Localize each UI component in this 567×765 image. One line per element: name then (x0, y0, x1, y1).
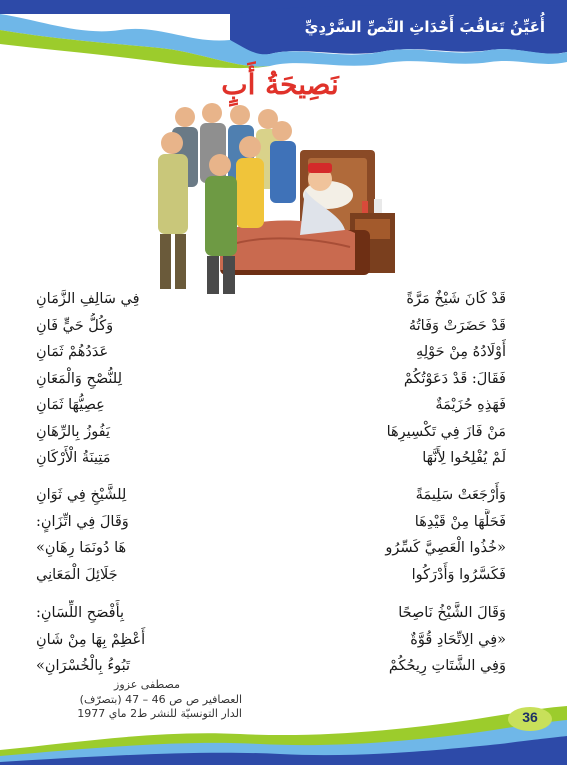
verse-line (36, 653, 506, 680)
verse-second-hemistich: مَتِينَةُ الْأَرْكَانِ (36, 450, 111, 466)
verse-line (36, 562, 506, 589)
verse-line (36, 509, 506, 536)
father-and-sons-illustration (150, 95, 400, 295)
verse-second-hemistich: وَكُلُّ حَيٍّ فَانِ (36, 317, 114, 334)
verse-second-hemistich: وَقَالَ فِي اتِّزَانٍ: (36, 513, 129, 530)
verse-line (36, 419, 506, 446)
lesson-title: أُعَيِّنُ تَعَاقُبَ أَحْدَاثِ النَّصِّ السَّرْدِيِّ (304, 18, 545, 36)
verse-first-hemistich: وَقَالَ الشَّيْخُ نَاصِحًا (398, 605, 506, 621)
source-author: مصطفى عزوز (114, 678, 180, 691)
verse-line (36, 366, 506, 393)
verse-line (36, 535, 506, 562)
verse-first-hemistich: لَمْ يُفْلِحُوا لِأَنَّهَا (422, 450, 506, 466)
verse-line (36, 392, 506, 419)
verse-first-hemistich: «خُذُوا الْعَصِيَّ كَسِّرُو (385, 540, 506, 556)
poem-stanza-3 (36, 600, 506, 680)
verse-first-hemistich: قَدْ حَضَرَتْ وَفَاتُهُ (408, 317, 506, 334)
verse-second-hemistich: تَبُوءُ بِالْخُسْرَانِ» (36, 658, 131, 674)
verse-second-hemistich: بِأَفْصَحِ اللِّسَانِ: (36, 605, 125, 621)
verse-line (36, 445, 506, 472)
verse-second-hemistich: عِصِيُّهَا ثَمَانِ (36, 397, 105, 413)
verse-second-hemistich: هَا دُونَمَا رِهَانِ» (36, 540, 127, 556)
verse-second-hemistich: عَدَدُهُمْ ثَمَانِ (36, 344, 109, 360)
footer-banner (0, 690, 567, 765)
poem-title: نَصِيحَةُ أَبٍ (221, 68, 339, 101)
verse-second-hemistich: فِي سَالِفِ الزَّمَانِ (36, 291, 140, 307)
verse-second-hemistich: لِلشَّيْخِ فِي ثَوَانِ (36, 487, 127, 503)
verse-line (36, 482, 506, 509)
verse-line (36, 313, 506, 340)
verse-second-hemistich: جَلَائِلَ الْمَعَانِي (36, 566, 118, 583)
verse-first-hemistich: فَكَسَّرُوا وَأَدْرَكُوا (411, 566, 506, 583)
verse-second-hemistich: أَعْظِمْ بِهَا مِنْ شَانِ (36, 631, 146, 648)
verse-line (36, 600, 506, 627)
source-book: العصافير ص ص 46 – 47 (بتصرّف) (79, 692, 242, 706)
verse-first-hemistich: وَأَرْجَعَتْ سَلِيمَةً (415, 487, 506, 503)
verse-line (36, 286, 506, 313)
verse-first-hemistich: مَنْ فَازَ فِي تَكْسِيرِهَا (386, 423, 506, 440)
verse-first-hemistich: قَدْ كَانَ شَيْخٌ مَرَّةً (406, 291, 506, 307)
poem-stanza-1 (36, 286, 506, 472)
verse-line (36, 339, 506, 366)
verse-second-hemistich: لِلنُّصْحِ وَالْمَعَانِ (36, 370, 123, 387)
verse-first-hemistich: فَهَذِهِ حُزَيْمَةٌ (435, 397, 506, 413)
verse-first-hemistich: وَفِي الشَّتَاتِ رِيحُكُمْ (388, 658, 506, 674)
verse-first-hemistich: فَقَالَ: قَدْ دَعَوْتُكُمْ (403, 370, 506, 387)
verse-first-hemistich: فَحَلَّهَا مِنْ قَيْدِهَا (414, 513, 506, 530)
verse-line (36, 627, 506, 654)
verse-first-hemistich: «فِي الِاتِّحَادِ قُوَّةٌ (410, 631, 506, 648)
page-number: 36 (522, 709, 538, 725)
poem-stanza-2 (36, 482, 506, 588)
verse-second-hemistich: يَفُوزُ بِالرِّهَانِ (36, 423, 111, 440)
source-publisher: الدار التونسيّة للنشر ط2 ماي 1977 (77, 707, 242, 720)
verse-first-hemistich: أَوْلَادُهُ مِنْ حَوْلِهِ (415, 344, 506, 360)
